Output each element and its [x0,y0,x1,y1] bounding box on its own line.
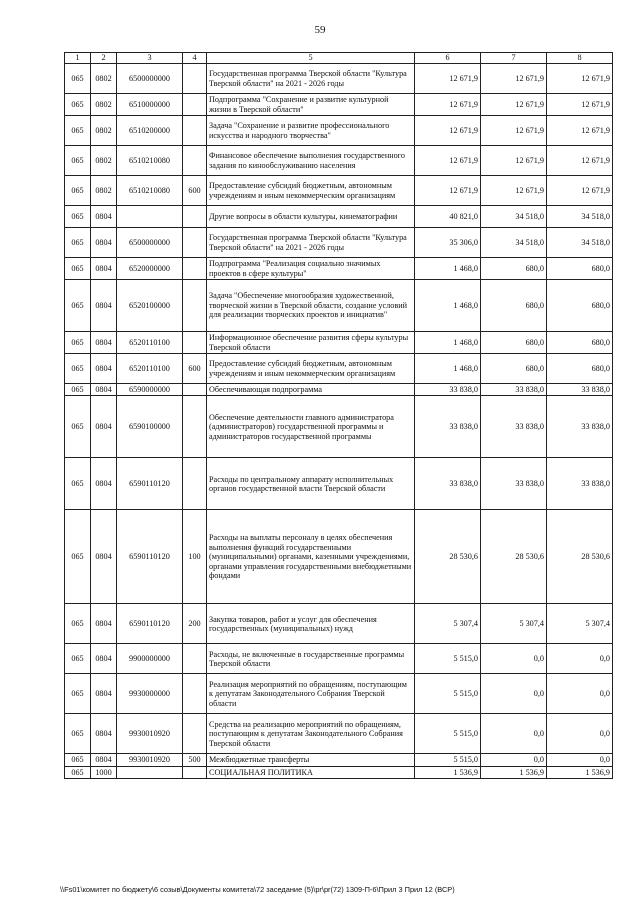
cell-sum-3: 680,0 [547,280,613,332]
cell-vr [183,766,207,778]
cell-vr [183,94,207,116]
cell-target: 6510210080 [117,146,183,176]
cell-vr [183,644,207,674]
cell-vr [183,384,207,396]
table-row [65,754,613,766]
cell-sum-2: 12 671,9 [481,64,547,94]
header-cell: 2 [91,53,117,64]
cell-vr [183,396,207,458]
cell-section: 0804 [91,396,117,458]
cell-sum-1: 28 530,6 [415,510,481,604]
header-cell: 6 [415,53,481,64]
cell-sum-2: 12 671,9 [481,176,547,206]
cell-sum-1: 1 468,0 [415,258,481,280]
cell-section: 0804 [91,206,117,228]
cell-vr [183,116,207,146]
cell-sum-3: 33 838,0 [547,384,613,396]
table-row [65,458,613,510]
cell-section: 0804 [91,280,117,332]
cell-name: Расходы, не включенные в государственные программы Тверской области [207,644,415,674]
cell-gr: 065 [65,384,91,396]
cell-target: 6500000000 [117,228,183,258]
cell-target: 6520000000 [117,258,183,280]
cell-sum-2: 0,0 [481,644,547,674]
cell-sum-1: 33 838,0 [415,458,481,510]
cell-sum-3: 33 838,0 [547,396,613,458]
cell-sum-3: 0,0 [547,644,613,674]
cell-sum-3: 34 518,0 [547,206,613,228]
cell-sum-1: 5 515,0 [415,674,481,714]
header-cell: 3 [117,53,183,64]
table-row [65,146,613,176]
table-row [65,674,613,714]
header-cell: 5 [207,53,415,64]
page-number: 59 [314,24,326,36]
cell-sum-2: 12 671,9 [481,146,547,176]
cell-target: 6520110100 [117,354,183,384]
cell-section: 0804 [91,458,117,510]
cell-target: 6520110100 [117,332,183,354]
cell-sum-1: 12 671,9 [415,64,481,94]
cell-sum-3: 0,0 [547,754,613,766]
header-cell: 4 [183,53,207,64]
cell-section: 0802 [91,94,117,116]
cell-gr: 065 [65,176,91,206]
cell-sum-3: 12 671,9 [547,64,613,94]
cell-target: 6520100000 [117,280,183,332]
cell-sum-2: 33 838,0 [481,396,547,458]
cell-sum-1: 40 821,0 [415,206,481,228]
header-row [65,53,613,64]
cell-vr: 200 [183,604,207,644]
cell-sum-3: 680,0 [547,258,613,280]
cell-vr [183,258,207,280]
cell-section: 0804 [91,510,117,604]
cell-gr: 065 [65,332,91,354]
cell-sum-2: 12 671,9 [481,116,547,146]
cell-sum-2: 12 671,9 [481,94,547,116]
cell-section: 0804 [91,228,117,258]
cell-name: Государственная программа Тверской области "Культура Тверской области" на 2021 - 2026 годы [207,228,415,258]
cell-sum-2: 33 838,0 [481,384,547,396]
table-row [65,604,613,644]
cell-gr: 065 [65,94,91,116]
cell-sum-3: 680,0 [547,354,613,384]
cell-gr: 065 [65,510,91,604]
table-row [65,280,613,332]
cell-gr: 065 [65,228,91,258]
cell-sum-3: 12 671,9 [547,94,613,116]
cell-sum-1: 5 307,4 [415,604,481,644]
cell-section: 0804 [91,258,117,280]
cell-gr: 065 [65,258,91,280]
cell-sum-1: 1 536,9 [415,766,481,778]
header-cell: 1 [65,53,91,64]
cell-vr: 500 [183,754,207,766]
cell-target: 9900000000 [117,644,183,674]
cell-gr: 065 [65,644,91,674]
cell-gr: 065 [65,674,91,714]
cell-sum-1: 1 468,0 [415,332,481,354]
cell-sum-2: 680,0 [481,332,547,354]
cell-gr: 065 [65,146,91,176]
cell-name: СОЦИАЛЬНАЯ ПОЛИТИКА [207,766,415,778]
table-row [65,228,613,258]
cell-sum-1: 35 306,0 [415,228,481,258]
cell-sum-3: 0,0 [547,714,613,754]
cell-sum-3: 1 536,9 [547,766,613,778]
cell-section: 0804 [91,754,117,766]
cell-section: 0804 [91,604,117,644]
cell-sum-2: 33 838,0 [481,458,547,510]
cell-name: Подпрограмма "Сохранение и развитие культурной жизни в Тверской области" [207,94,415,116]
cell-sum-1: 1 468,0 [415,354,481,384]
cell-gr: 065 [65,754,91,766]
cell-gr: 065 [65,206,91,228]
cell-sum-3: 12 671,9 [547,116,613,146]
cell-vr [183,146,207,176]
cell-sum-2: 680,0 [481,354,547,384]
cell-gr: 065 [65,604,91,644]
cell-section: 0804 [91,644,117,674]
cell-vr [183,228,207,258]
cell-sum-1: 12 671,9 [415,146,481,176]
cell-target: 6510000000 [117,94,183,116]
cell-gr: 065 [65,280,91,332]
cell-sum-1: 33 838,0 [415,396,481,458]
cell-vr: 600 [183,176,207,206]
cell-sum-1: 12 671,9 [415,116,481,146]
cell-target: 6500000000 [117,64,183,94]
cell-target: 9930000000 [117,674,183,714]
cell-name: Предоставление субсидий бюджетным, автономным учреждениям и иным некоммерческим организациям [207,176,415,206]
cell-target: 6590110120 [117,458,183,510]
table-row [65,206,613,228]
table-row [65,332,613,354]
cell-target [117,766,183,778]
cell-sum-1: 12 671,9 [415,176,481,206]
cell-vr [183,332,207,354]
cell-sum-2: 0,0 [481,714,547,754]
cell-section: 0804 [91,332,117,354]
cell-gr: 065 [65,354,91,384]
cell-target: 9930010920 [117,714,183,754]
table-row [65,354,613,384]
cell-gr: 065 [65,64,91,94]
cell-name: Средства на реализацию мероприятий по обращениям, поступающим к депутатам Законодательного Собрания Тверской области [207,714,415,754]
cell-sum-3: 28 530,6 [547,510,613,604]
cell-sum-3: 0,0 [547,674,613,714]
cell-sum-3: 5 307,4 [547,604,613,644]
cell-sum-2: 680,0 [481,280,547,332]
cell-target: 9930010920 [117,754,183,766]
cell-section: 0804 [91,354,117,384]
cell-gr: 065 [65,396,91,458]
cell-name: Обеспечивающая подпрограмма [207,384,415,396]
cell-target: 6590100000 [117,396,183,458]
table-row [65,510,613,604]
table-row [65,384,613,396]
footer-file-path: \\Fs01\комитет по бюджету\6 созыв\Документы комитета\72 заседание (5)\pr\pr(72) 1309-П-6\Прил 3 Прил 12 (ВСР) [60,885,455,894]
cell-vr [183,206,207,228]
budget-table [64,52,613,779]
cell-sum-3: 33 838,0 [547,458,613,510]
cell-name: Расходы по центральному аппарату исполнительных органов государственной власти Тверской области [207,458,415,510]
table-row [65,94,613,116]
cell-sum-2: 1 536,9 [481,766,547,778]
cell-name: Государственная программа Тверской области "Культура Тверской области" на 2021 - 2026 годы [207,64,415,94]
table-row [65,116,613,146]
cell-target [117,206,183,228]
cell-sum-1: 1 468,0 [415,280,481,332]
table-row [65,258,613,280]
table-row [65,644,613,674]
cell-vr [183,458,207,510]
header-cell: 8 [547,53,613,64]
cell-sum-2: 680,0 [481,258,547,280]
cell-gr: 065 [65,766,91,778]
cell-sum-2: 5 307,4 [481,604,547,644]
cell-target: 6510200000 [117,116,183,146]
cell-sum-3: 12 671,9 [547,146,613,176]
cell-section: 0804 [91,714,117,754]
cell-vr [183,280,207,332]
table-row [65,176,613,206]
cell-name: Информационное обеспечение развития сферы культуры Тверской области [207,332,415,354]
cell-sum-1: 33 838,0 [415,384,481,396]
cell-vr: 600 [183,354,207,384]
cell-sum-1: 5 515,0 [415,644,481,674]
cell-section: 0804 [91,384,117,396]
cell-section: 0804 [91,674,117,714]
cell-name: Обеспечение деятельности главного администратора (администраторов) государственной программы и администраторов государственной программы [207,396,415,458]
cell-sum-3: 680,0 [547,332,613,354]
cell-name: Задача "Сохранение и развитие профессионального искусства и народного творчества" [207,116,415,146]
cell-vr [183,714,207,754]
cell-gr: 065 [65,714,91,754]
table-row [65,766,613,778]
cell-vr: 100 [183,510,207,604]
cell-section: 0802 [91,116,117,146]
cell-sum-3: 12 671,9 [547,176,613,206]
cell-section: 0802 [91,176,117,206]
cell-target: 6510210080 [117,176,183,206]
cell-sum-1: 12 671,9 [415,94,481,116]
cell-gr: 065 [65,458,91,510]
cell-sum-1: 5 515,0 [415,714,481,754]
cell-sum-2: 0,0 [481,754,547,766]
cell-sum-2: 34 518,0 [481,206,547,228]
cell-target: 6590110120 [117,510,183,604]
cell-name: Расходы на выплаты персоналу в целях обеспечения выполнения функций государственными (муниципальными) органами, казенными учреждениями, органами управления государственными внебюджетными фондами [207,510,415,604]
cell-section: 0802 [91,146,117,176]
cell-sum-3: 34 518,0 [547,228,613,258]
cell-sum-2: 28 530,6 [481,510,547,604]
cell-sum-1: 5 515,0 [415,754,481,766]
cell-vr [183,674,207,714]
cell-name: Другие вопросы в области культуры, кинематографии [207,206,415,228]
cell-name: Закупка товаров, работ и услуг для обеспечения государственных (муниципальных) нужд [207,604,415,644]
cell-vr [183,64,207,94]
cell-name: Подпрограмма "Реализация социально значимых проектов в сфере культуры" [207,258,415,280]
cell-gr: 065 [65,116,91,146]
cell-name: Межбюджетные трансферты [207,754,415,766]
cell-sum-2: 34 518,0 [481,228,547,258]
cell-section: 0802 [91,64,117,94]
cell-name: Предоставление субсидий бюджетным, автономным учреждениям и иным некоммерческим организациям [207,354,415,384]
table-row [65,396,613,458]
table-row [65,714,613,754]
cell-target: 6590000000 [117,384,183,396]
cell-name: Финансовое обеспечение выполнения государственного задания по кинообслуживанию населения [207,146,415,176]
cell-target: 6590110120 [117,604,183,644]
header-cell: 7 [481,53,547,64]
cell-name: Задача "Обеспечение многообразия художественной, творческой жизни в Тверской области, создание условий для реализации творческих проектов и инициатив" [207,280,415,332]
cell-name: Реализация мероприятий по обращениям, поступающим к депутатам Законодательного Собрания Тверской области [207,674,415,714]
cell-sum-2: 0,0 [481,674,547,714]
table-row [65,64,613,94]
cell-section: 1000 [91,766,117,778]
